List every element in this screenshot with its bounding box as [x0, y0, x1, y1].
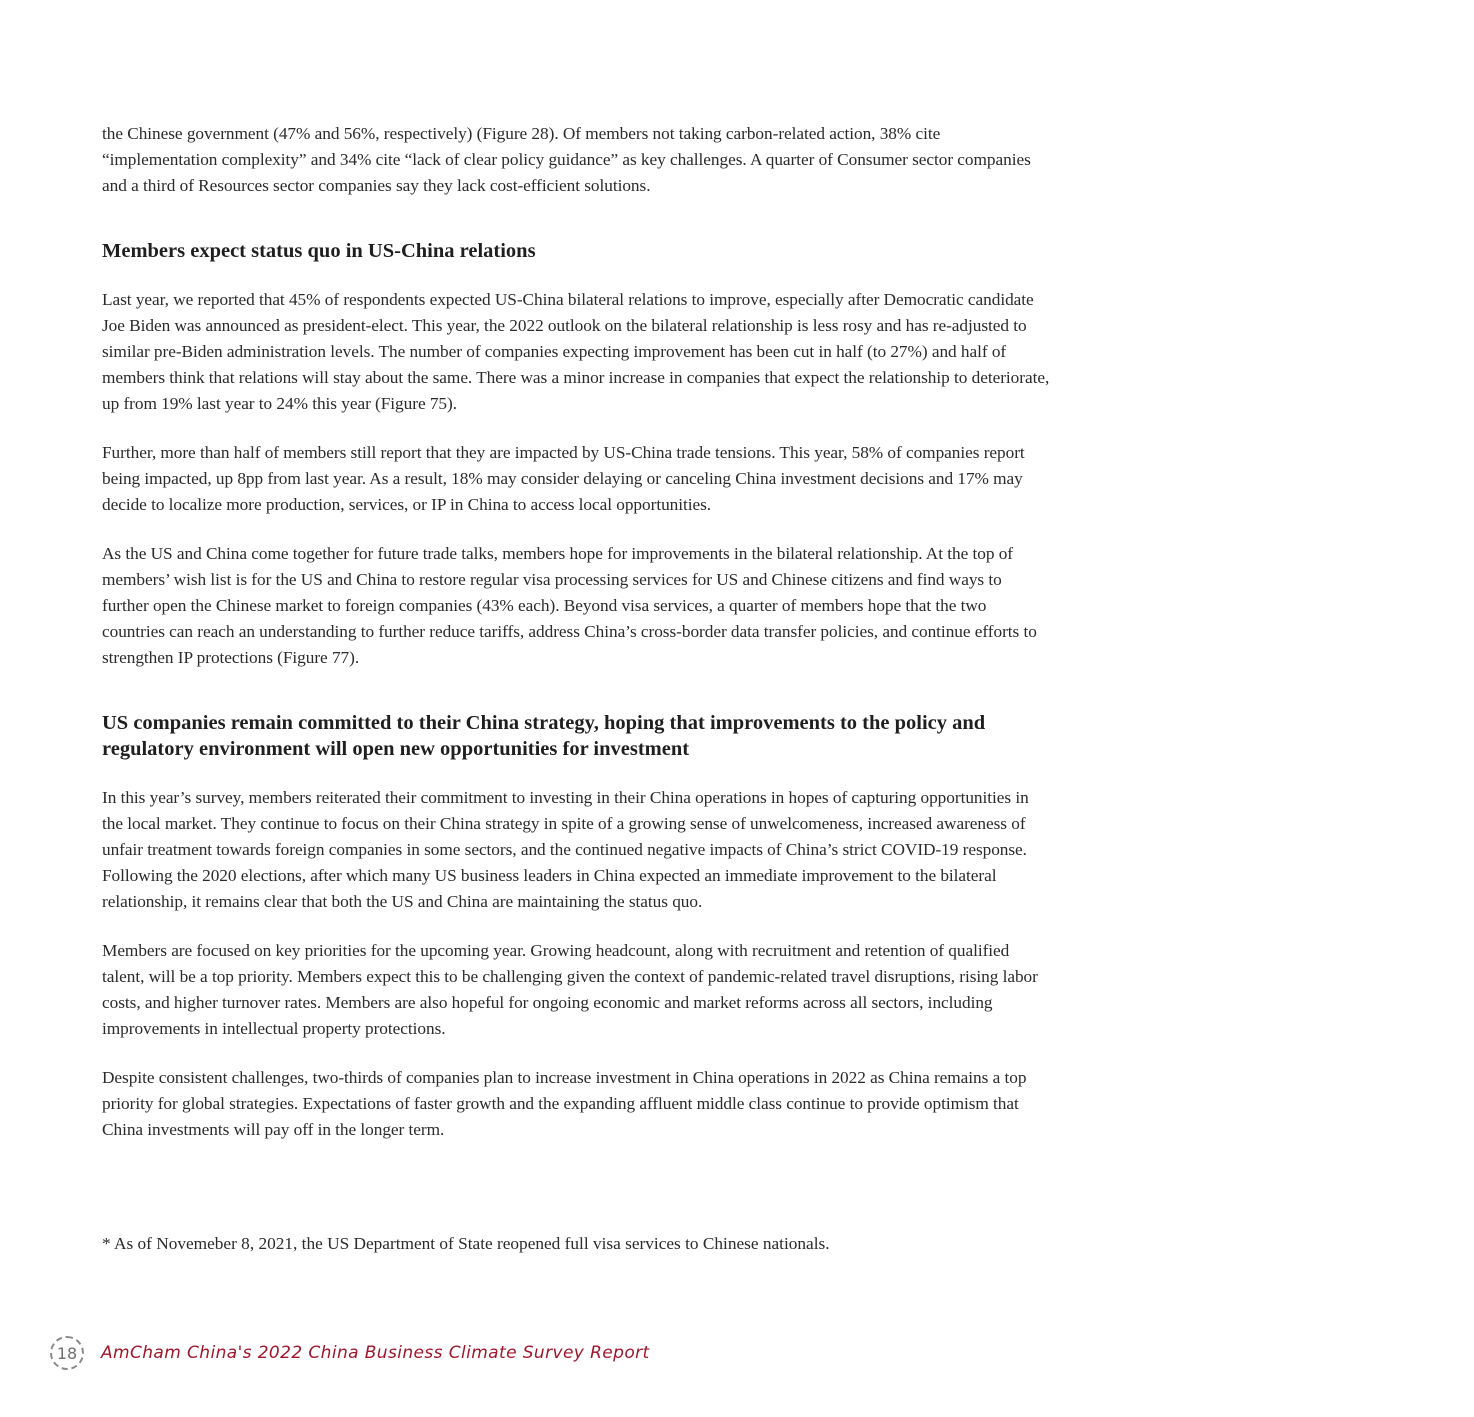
- paragraph: Further, more than half of members still report that they are impacted by US-China trade tensions. This year, 58% of companies report being impacted, up 8pp from last year. As a result, 18% may consider delaying or canceling China investment decisions and 17% may decide to localize more production, services, or IP in China to access local opportunities.: [102, 443, 1025, 514]
- section-heading-china-strategy: US companies remain committed to their China strategy, hoping that improvements to the policy and regulatory environment will open new opportunities for investment: [102, 712, 986, 760]
- paragraph: Despite consistent challenges, two-thirds of companies plan to increase investment in China operations in 2022 as China remains a top priority for global strategies. Expectations of faster growth and the expanding affluent middle class continue to provide optimism that China investments will pay off in the longer term.: [102, 1068, 1027, 1139]
- footnote: * As of Novemeber 8, 2021, the US Department of State reopened full visa services to Chinese nationals.: [102, 1234, 830, 1253]
- main-content: [102, 121, 1052, 1166]
- page-number-badge: 18: [50, 1336, 84, 1370]
- paragraph: In this year’s survey, members reiterated their commitment to investing in their China operations in hopes of capturing opportunities in the local market. They continue to focus on their China strategy in spite of a growing sense of unwelcomeness, increased awareness of unfair treatment towards foreign companies in some sectors, and the continued negative impacts of China’s strict COVID-19 response. Following the 2020 elections, after which many US business leaders in China expected an immediate improvement to the bilateral relationship, it remains clear that both the US and China are maintaining the status quo.: [102, 788, 1029, 911]
- section-heading-us-china-relations: Members expect status quo in US-China relations: [102, 240, 536, 262]
- report-title: AmCham China's 2022 China Business Climate Survey Report: [101, 1343, 650, 1363]
- intro-paragraph: the Chinese government (47% and 56%, respectively) (Figure 28). Of members not taking carbon-related action, 38% cite “implementation complexity” and 34% cite “lack of clear policy guidance” as key challenges. A quarter of Consumer sector companies and a third of Resources sector companies say they lack cost-efficient solutions.: [102, 124, 1031, 195]
- paragraph: Last year, we reported that 45% of respondents expected US-China bilateral relations to improve, especially after Democratic candidate Joe Biden was announced as president-elect. This year, the 2022 outlook on the bilateral relationship is less rosy and has re-adjusted to similar pre-Biden administration levels. The number of companies expecting improvement has been cut in half (to 27%) and half of members think that relations will stay about the same. There was a minor increase in companies that expect the relationship to deteriorate, up from 19% last year to 24% this year (Figure 75).: [102, 290, 1050, 413]
- page-footer: [50, 1336, 650, 1370]
- paragraph: As the US and China come together for future trade talks, members hope for improvements in the bilateral relationship. At the top of members’ wish list is for the US and China to restore regular visa processing services for US and Chinese citizens and find ways to further open the Chinese market to foreign companies (43% each). Beyond visa services, a quarter of members hope that the two countries can reach an understanding to further reduce tariffs, address China’s cross-border data transfer policies, and continue efforts to strengthen IP protections (Figure 77).: [102, 544, 1037, 667]
- paragraph: Members are focused on key priorities for the upcoming year. Growing headcount, along with recruitment and retention of qualified talent, will be a top priority. Members expect this to be challenging given the context of pandemic-related travel disruptions, rising labor costs, and higher turnover rates. Members are also hopeful for ongoing economic and market reforms across all sectors, including improvements in intellectual property protections.: [102, 941, 1038, 1038]
